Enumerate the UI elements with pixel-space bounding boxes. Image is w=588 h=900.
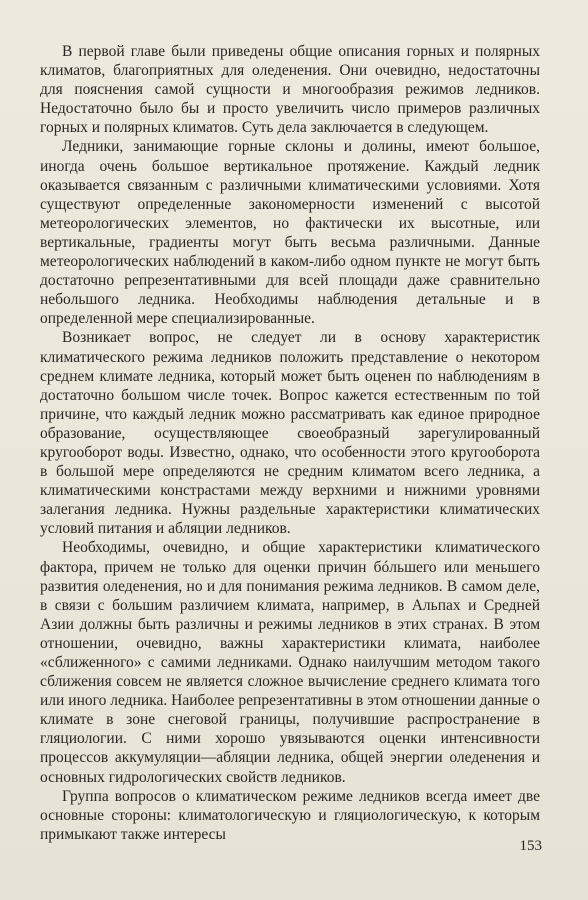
page-number: 153 <box>519 838 542 854</box>
paragraph-4: Необходимы, очевидно, и общие характеристики климатического фактора, причем не только для оценки причин бóльшего или меньшего развития оледенения, но и для понимания режима ледников. В самом деле, в связи с большим различием климата, например, в Альпах и Средней Азии должны быть различны и режимы ледников в этих странах. В этом отношении, очевидно, важны характеристики климата, наиболее «сближенного» с самими ледниками. Однако наилучшим методом такого сближения совсем не является сложное вычисление среднего климата того или иного ледника. Наиболее репрезентативны в этом отношении данные о климате в зоне снеговой границы, получившие распространение в гляциологии. С ними хорошо увязываются оценки интенсивности процессов аккумуляции—абляции ледника, общей энергии оледенения и основных гидрологических свойств ледников. <box>40 539 540 786</box>
body-text <box>40 42 540 844</box>
paragraph-5: Группа вопросов о климатическом режиме ледников всегда имеет две основные стороны: климатологическую и гляциологическую, к которым примыкают также интересы <box>40 787 540 843</box>
paragraph-1: В первой главе были приведены общие описания горных и полярных климатов, благоприятных для оледенения. Они очевидно, недостаточны для пояснения самой сущности и многообразия режимов ледников. Недостаточно было бы и просто увеличить число примеров различных горных и полярных климатов. Суть дела заключается в следующем. <box>40 43 540 137</box>
paragraph-3: Возникает вопрос, не следует ли в основу характеристик климатического режима ледников положить представление о некотором среднем климате ледника, который может быть оценен по наблюдениям в достаточно большом числе точек. Вопрос кажется естественным по той причине, что каждый ледник можно рассматривать как единое природное образование, осуществляющее своеобразный зарегулированный кругооборот воды. Известно, однако, что особенности этого кругооборота в большой мере определяются не средним климатом всего ледника, а климатическими констрастами между верхними и нижними уровнями залегания ледника. Нужны раздельные характеристики климатических условий питания и абляции ледников. <box>40 329 540 538</box>
paragraph-2: Ледники, занимающие горные склоны и долины, имеют большое, иногда очень большое вертикальное протяжение. Каждый ледник оказывается связанным с различными климатическими условиями. Хотя существуют определенные закономерности изменений с высотой метеорологических элементов, но фактически их высотные, или вертикальные, градиенты могут быть весьма различными. Данные метеорологических наблюдений в каком-либо одном пункте не могут быть достаточно репрезентативными для всей площади даже сравнительно небольшого ледника. Необходимы наблюдения детальные и в определенной мере специализированные. <box>40 138 540 328</box>
